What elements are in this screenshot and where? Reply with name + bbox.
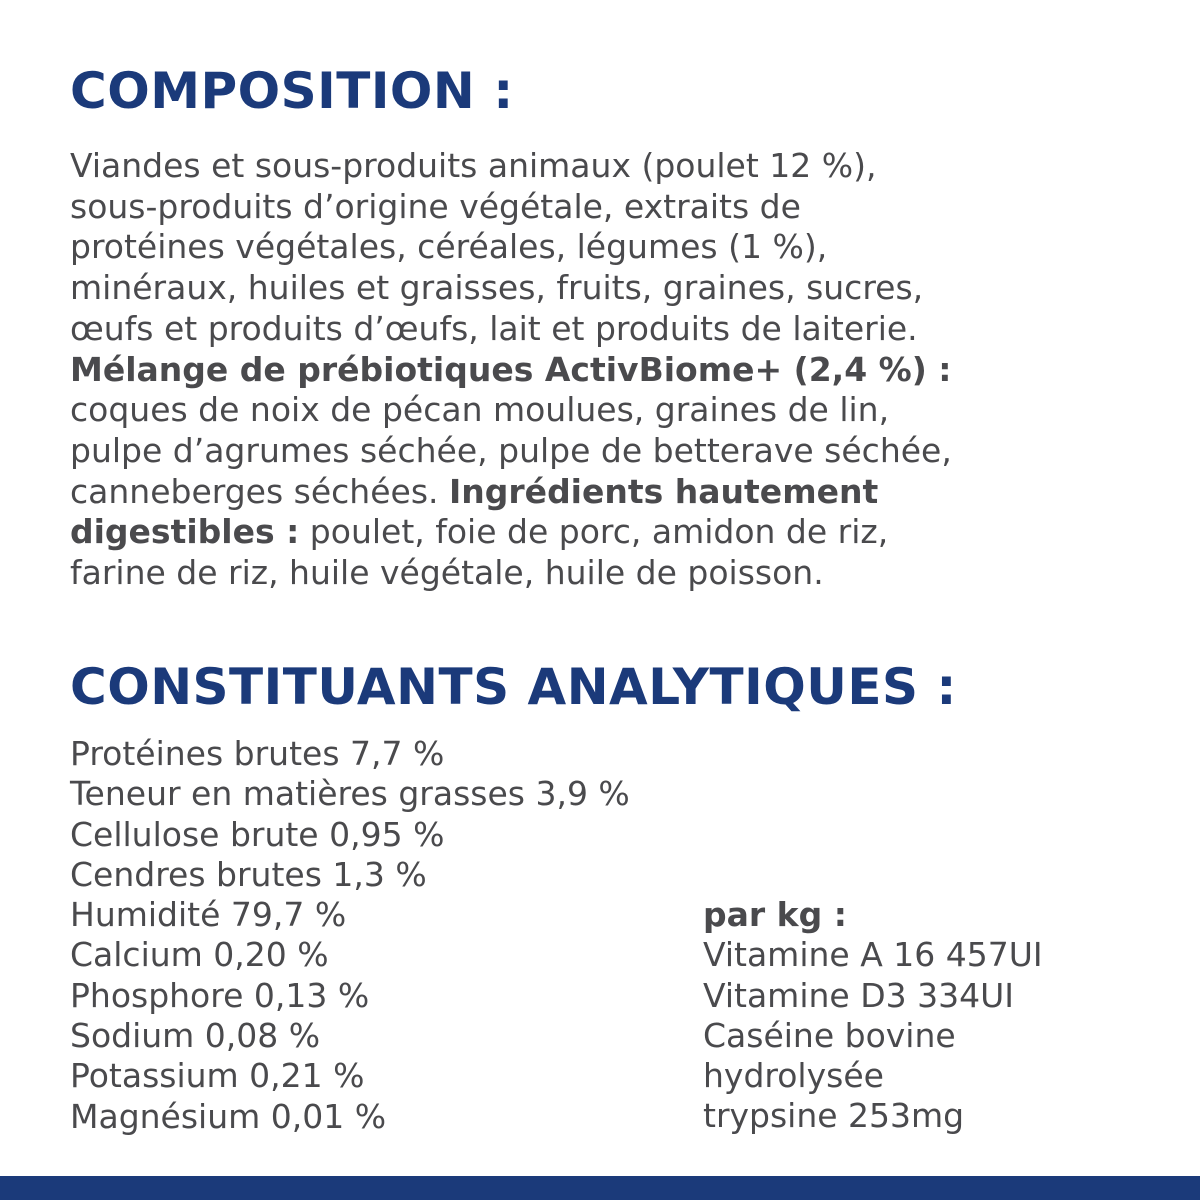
analytic-item: Humidité 79,7 % [70,895,347,935]
composition-run: canneberges séchées. [70,471,450,511]
per-kg-item: Caséine bovine [703,1015,956,1055]
analytic-item: Cellulose brute 0,95 % [70,814,445,854]
composition-run: œufs et produits d’œufs, lait et produits de laiterie. [70,308,918,348]
composition-line [70,350,1160,391]
composition-run: pulpe d’agrumes séchée, pulpe de betterave séchée, [70,430,952,470]
analytic-item: Protéines brutes 7,7 % [70,734,445,773]
composition-line [70,187,1160,228]
composition-line [70,512,1160,553]
per-kg-item: Vitamine A 16 457UI [703,935,1043,975]
composition-run: sous-produits d’origine végétale, extraits de [70,186,801,226]
per-kg-block [703,895,1043,1137]
analytic-constituents-list [70,734,630,1137]
composition-line [70,390,1160,431]
per-kg-item: Vitamine D3 334UI [703,975,1014,1015]
composition-run: protéines végétales, céréales, légumes (1 %), [70,227,828,267]
analytic-item: Teneur en matières grasses 3,9 % [70,774,630,814]
composition-line [70,146,1160,187]
composition-bold-run: digestibles : [70,512,300,552]
composition-run: coques de noix de pécan moulues, graines de lin, [70,390,890,430]
per-kg-title: par kg : [703,895,847,934]
composition-line [70,309,1160,350]
composition-run: Viandes et sous-produits animaux (poulet 12 %), [70,146,877,185]
per-kg-item: hydrolysée [703,1056,884,1096]
constituants-heading: CONSTITUANTS ANALYTIQUES : [70,658,957,716]
composition-run: farine de riz, huile végétale, huile de poisson. [70,553,824,593]
footer-bar [0,1176,1200,1200]
composition-bold-run: Mélange de prébiotiques ActivBiome+ (2,4 %) : [70,349,952,389]
composition-run: poulet, foie de porc, amidon de riz, [299,512,889,552]
composition-line [70,227,1160,268]
composition-text [70,146,1160,594]
per-kg-item: trypsine 253mg [703,1096,965,1136]
composition-line [70,553,1160,594]
analytic-item: Calcium 0,20 % [70,935,329,975]
analytic-item: Phosphore 0,13 % [70,975,370,1015]
composition-heading: COMPOSITION : [70,62,514,120]
composition-line [70,431,1160,472]
per-kg-list [703,935,1043,1136]
analytic-item: Potassium 0,21 % [70,1056,365,1096]
composition-line [70,472,1160,513]
composition-bold-run: Ingrédients hautement [449,471,879,511]
analytic-item: Cendres brutes 1,3 % [70,854,427,894]
analytic-item: Magnésium 0,01 % [70,1096,387,1136]
composition-run: minéraux, huiles et graisses, fruits, graines, sucres, [70,268,924,308]
analytic-item: Sodium 0,08 % [70,1016,321,1056]
composition-line [70,268,1160,309]
